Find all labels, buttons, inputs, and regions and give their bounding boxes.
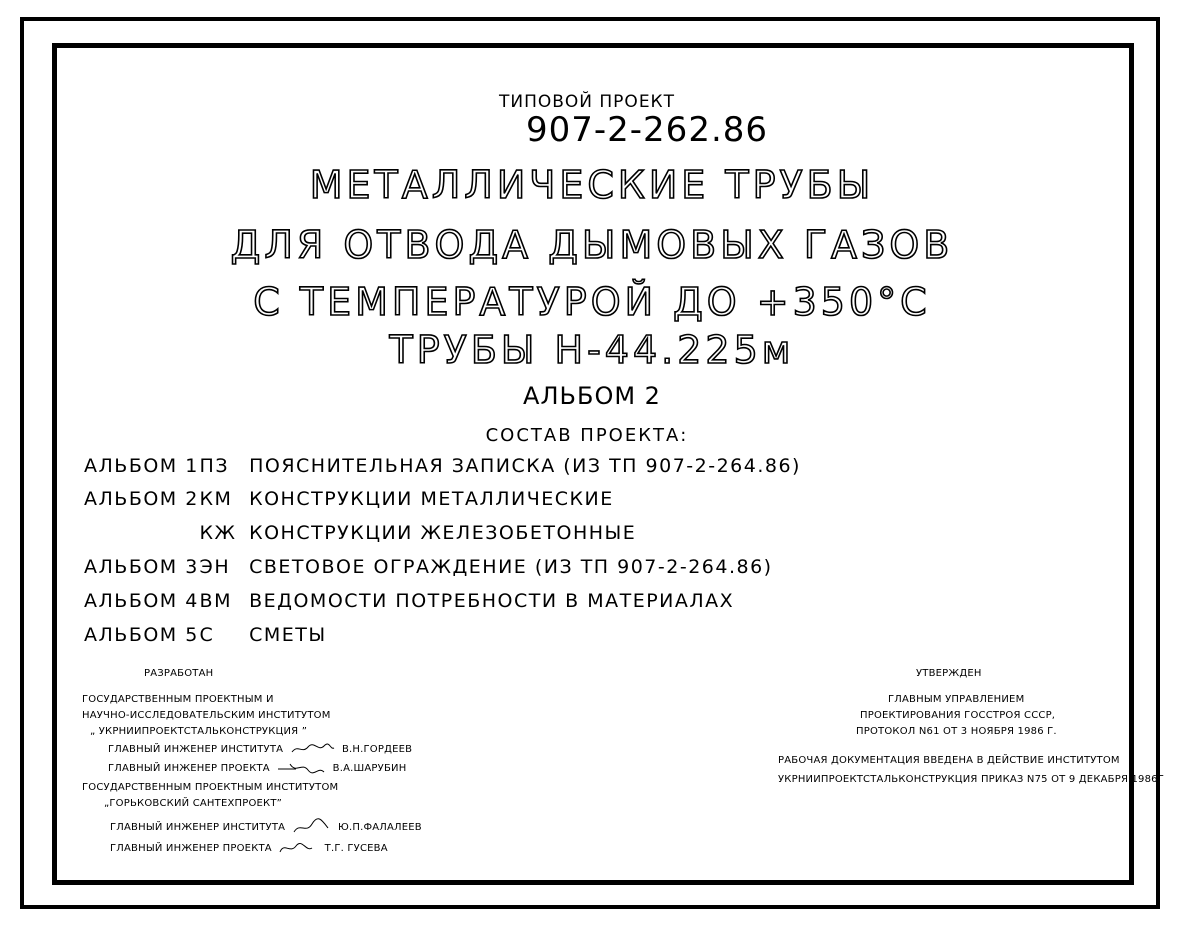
org2-line: ГОСУДАРСТВЕННЫМ ПРОЕКТНЫМ ИНСТИТУТОМ <box>82 782 339 793</box>
approved-line: ГЛАВНЫМ УПРАВЛЕНИЕМ <box>888 694 1025 705</box>
name: В.А.ШАРУБИН <box>332 763 407 774</box>
contents-heading: СОСТАВ ПРОЕКТА: <box>485 425 689 446</box>
row-title: ВЕДОМОСТИ ПОТРЕБНОСТИ В МАТЕРИАЛАХ <box>249 590 735 612</box>
name: Ю.П.ФАЛАЛЕЕВ <box>337 822 422 833</box>
role: ГЛАВНЫЙ ИНЖЕНЕР ИНСТИТУТА <box>110 822 286 833</box>
contents-row <box>84 624 327 646</box>
contents-row <box>84 488 614 510</box>
title-line-4: ТРУБЫ Н-44.225м <box>389 328 795 372</box>
signature-line <box>108 742 412 756</box>
org1-line: „ УКРНИИПРОЕКТСТАЛЬКОНСТРУКЦИЯ ” <box>90 726 308 737</box>
contents-row <box>84 522 636 544</box>
album-number: АЛЬБОМ 2 <box>523 382 661 410</box>
row-title: КОНСТРУКЦИИ МЕТАЛЛИЧЕСКИЕ <box>249 488 614 510</box>
role: ГЛАВНЫЙ ИНЖЕНЕР ПРОЕКТА <box>110 843 272 854</box>
org1-line: НАУЧНО-ИССЛЕДОВАТЕЛЬСКИМ ИНСТИТУТОМ <box>82 710 331 721</box>
approved-line: ПРОЕКТИРОВАНИЯ ГОССТРОЯ СССР, <box>860 710 1056 721</box>
row-code: ЭН <box>199 556 231 578</box>
row-code: ВМ <box>199 590 232 612</box>
role: ГЛАВНЫЙ ИНЖЕНЕР ИНСТИТУТА <box>108 744 284 755</box>
row-album: АЛЬБОМ 2 <box>84 488 199 510</box>
row-code: КЖ <box>199 522 237 544</box>
doc-line: РАБОЧАЯ ДОКУМЕНТАЦИЯ ВВЕДЕНА В ДЕЙСТВИЕ ИНСТИТУТОМ <box>778 755 1120 766</box>
contents-row <box>84 590 734 612</box>
title-line-3: С ТЕМПЕРАТУРОЙ ДО +350°С <box>253 280 931 324</box>
signature-icon <box>278 840 318 856</box>
name: В.Н.ГОРДЕЕВ <box>341 744 413 755</box>
row-album: АЛЬБОМ 4 <box>84 590 199 612</box>
row-album: АЛЬБОМ 3 <box>84 556 199 578</box>
contents-row <box>84 556 773 578</box>
developed-heading: РАЗРАБОТАН <box>144 668 214 679</box>
signature-icon <box>292 818 332 836</box>
title-line-1: МЕТАЛЛИЧЕСКИЕ ТРУБЫ <box>309 163 875 207</box>
row-code: КМ <box>199 488 233 510</box>
row-code: С <box>199 624 215 646</box>
row-title: СМЕТЫ <box>249 624 327 646</box>
org2-line: „ГОРЬКОВСКИЙ САНТЕХПРОЕКТ” <box>104 798 283 809</box>
doc-line: УКРНИИПРОЕКТСТАЛЬКОНСТРУКЦИЯ ПРИКАЗ N75 ОТ 9 ДЕКАБРЯ 1986Г <box>778 774 1165 785</box>
contents-row <box>84 455 801 477</box>
approved-line: ПРОТОКОЛ N61 ОТ 3 НОЯБРЯ 1986 Г. <box>856 726 1057 737</box>
project-type-label: ТИПОВОЙ ПРОЕКТ <box>498 92 676 112</box>
name: Т.Г. ГУСЕВА <box>324 843 388 854</box>
row-title: ПОЯСНИТЕЛЬНАЯ ЗАПИСКА (ИЗ ТП 907-2-264.86) <box>249 455 801 477</box>
project-number: 907-2-262.86 <box>525 110 769 150</box>
row-album: АЛЬБОМ 5 <box>84 624 199 646</box>
signature-line <box>110 840 388 856</box>
role: ГЛАВНЫЙ ИНЖЕНЕР ПРОЕКТА <box>108 763 270 774</box>
row-album: АЛЬБОМ 1 <box>84 455 199 477</box>
signature-icon <box>290 742 336 756</box>
row-code: ПЗ <box>199 455 230 477</box>
signature-line <box>108 760 406 776</box>
org1-line: ГОСУДАРСТВЕННЫМ ПРОЕКТНЫМ И <box>82 694 274 705</box>
row-title: КОНСТРУКЦИИ ЖЕЛЕЗОБЕТОННЫЕ <box>249 522 637 544</box>
title-line-2: ДЛЯ ОТВОДА ДЫМОВЫХ ГАЗОВ <box>230 223 954 267</box>
approved-heading: УТВЕРЖДЕН <box>916 668 982 679</box>
signature-icon <box>276 760 326 776</box>
row-title: СВЕТОВОЕ ОГРАЖДЕНИЕ (ИЗ ТП 907-2-264.86) <box>249 556 773 578</box>
signature-line <box>110 818 422 836</box>
